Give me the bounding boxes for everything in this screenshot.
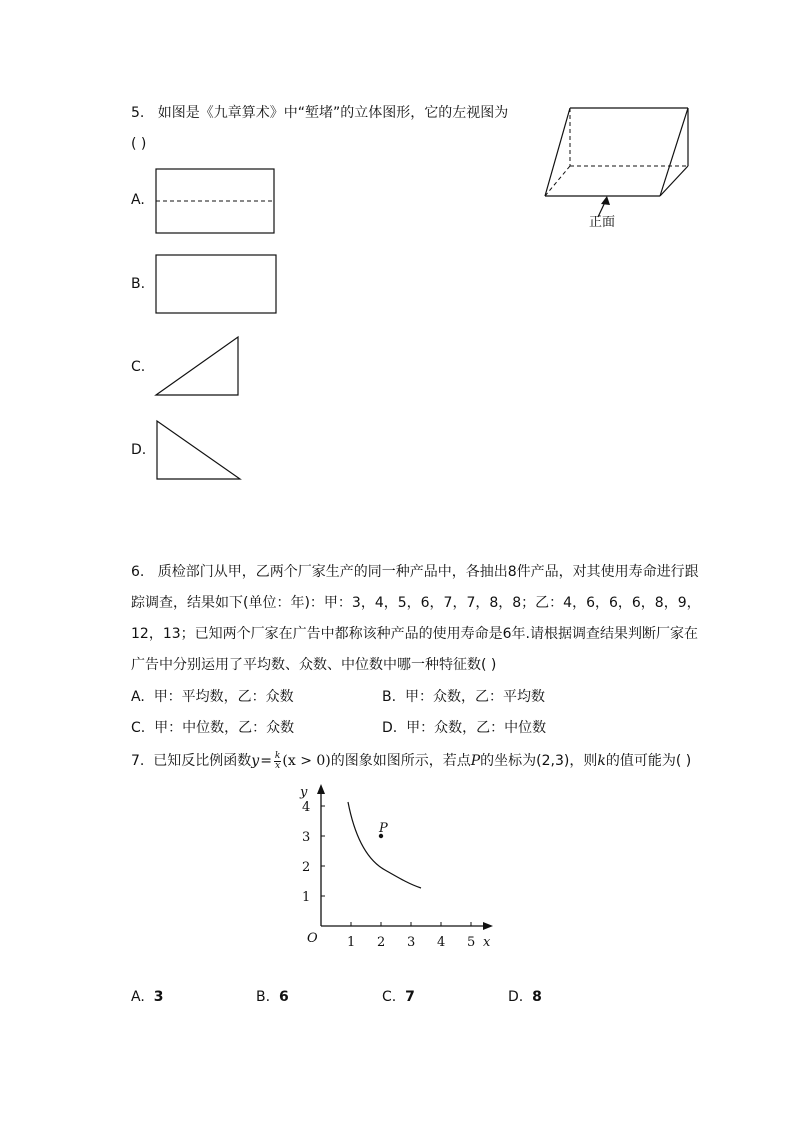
- q7-x-label-4: 4: [437, 935, 446, 950]
- q7-stem-c: 的坐标为(2,3)，则: [480, 753, 598, 769]
- q7-graph: [295, 780, 505, 950]
- q7-number: 7.: [131, 753, 145, 769]
- q7-option-d-label: D.: [508, 989, 524, 1005]
- q5-option-b-label: B.: [131, 276, 146, 292]
- q7-y-arrow: [317, 784, 325, 794]
- q7-y-label-1: 1: [302, 890, 311, 905]
- q6-option-b-label: B.: [382, 689, 397, 705]
- q7-y-label-2: 2: [302, 860, 311, 875]
- q7-option-a-text: 3: [153, 989, 164, 1005]
- q7-option-a-label: A.: [131, 989, 145, 1005]
- q7-option-b[interactable]: [256, 989, 289, 1005]
- q7-frac-num: k: [274, 750, 281, 761]
- q7-option-a[interactable]: [131, 989, 163, 1005]
- q7-option-b-label: B.: [256, 989, 271, 1005]
- q7-stem-d: 的值可能为( ): [605, 753, 692, 769]
- q7-x-arrow: [483, 922, 493, 930]
- q7-point-var: P: [470, 753, 481, 769]
- q5-option-d-figure: [155, 419, 245, 483]
- q7-k-var: k: [597, 753, 606, 769]
- q5-stem-line: [131, 103, 508, 123]
- q7-x-label-3: 3: [407, 935, 416, 950]
- q6-option-b[interactable]: [382, 686, 545, 706]
- q6-option-d-text: 甲：众数，乙：中位数: [406, 720, 547, 736]
- q5-number: 5.: [131, 105, 145, 121]
- q6-line-2: 踪调查，结果如下(单位：年)：甲：3，4，5，6，7，7，8，8；乙：4，6，6，6，8，9，: [131, 595, 701, 611]
- q6-option-c[interactable]: [131, 717, 294, 737]
- q6-line-4: 广告中分别运用了平均数、众数、中位数中哪一种特征数( ): [131, 657, 497, 673]
- q7-stem-line: [131, 751, 691, 771]
- q6-option-a-label: A.: [131, 689, 145, 705]
- q7-y-label-4: 4: [302, 800, 311, 815]
- q7-x-label-2: 2: [377, 935, 386, 950]
- q5-front-label: 正面: [589, 215, 616, 230]
- q6-option-b-text: 甲：众数，乙：平均数: [404, 689, 545, 705]
- q7-stem-b: 的图象如图所示，若点: [330, 753, 471, 769]
- q7-frac-den: x: [275, 760, 281, 771]
- q5-option-a-label: A.: [131, 192, 145, 208]
- q5-answer-paren: ( ): [131, 136, 147, 152]
- q7-x-label-5: 5: [467, 935, 476, 950]
- q5-option-a-figure: [155, 168, 277, 236]
- q7-option-d[interactable]: [508, 989, 542, 1005]
- q6-line-1: [131, 562, 699, 582]
- q7-option-b-text: 6: [278, 989, 289, 1005]
- q6-option-d[interactable]: [382, 717, 546, 737]
- q5-option-d-label: D.: [131, 442, 147, 458]
- q7-option-c[interactable]: [382, 989, 415, 1005]
- q6-number: 6.: [131, 564, 145, 580]
- q6-option-c-text: 甲：中位数，乙：众数: [154, 720, 295, 736]
- q6-option-a-text: 甲：平均数，乙：众数: [153, 689, 294, 705]
- q7-y-label-3: 3: [302, 830, 311, 845]
- q7-func-y: y: [251, 753, 260, 769]
- q6-line-3: 12，13；已知两个厂家在广告中都称该种产品的使用寿命是6年.请根据调查结果判断厂家在: [131, 626, 698, 642]
- q7-origin-label: O: [307, 931, 318, 946]
- q7-y-axis-label: y: [300, 785, 308, 800]
- q5-solid-figure: [540, 100, 700, 235]
- q6-text-1: 质检部门从甲，乙两个厂家生产的同一种产品中，各抽出8件产品，对其使用寿命进行跟: [157, 564, 699, 580]
- q6-option-c-label: C.: [131, 720, 146, 736]
- q7-x-label-1: 1: [347, 935, 356, 950]
- q7-fraction: [274, 752, 281, 771]
- q7-func-eq: =: [260, 753, 272, 769]
- q7-option-c-text: 7: [405, 989, 415, 1005]
- q5-option-b-figure: [155, 254, 279, 316]
- q6-option-a[interactable]: [131, 686, 294, 706]
- q7-func-cond: (x > 0): [282, 753, 331, 769]
- q7-x-axis-label: x: [483, 935, 491, 950]
- q7-stem-a: 已知反比例函数: [153, 753, 252, 769]
- q7-option-c-label: C.: [382, 989, 397, 1005]
- q7-curve: [348, 802, 421, 888]
- q5-option-c-label: C.: [131, 359, 146, 375]
- q6-option-d-label: D.: [382, 720, 398, 736]
- q7-option-d-text: 8: [532, 989, 542, 1005]
- q5-stem: 如图是《九章算术》中“堑堵”的立体图形，它的左视图为: [157, 105, 509, 121]
- q7-point-label: P: [379, 821, 388, 836]
- q5-option-c-figure: [155, 335, 243, 399]
